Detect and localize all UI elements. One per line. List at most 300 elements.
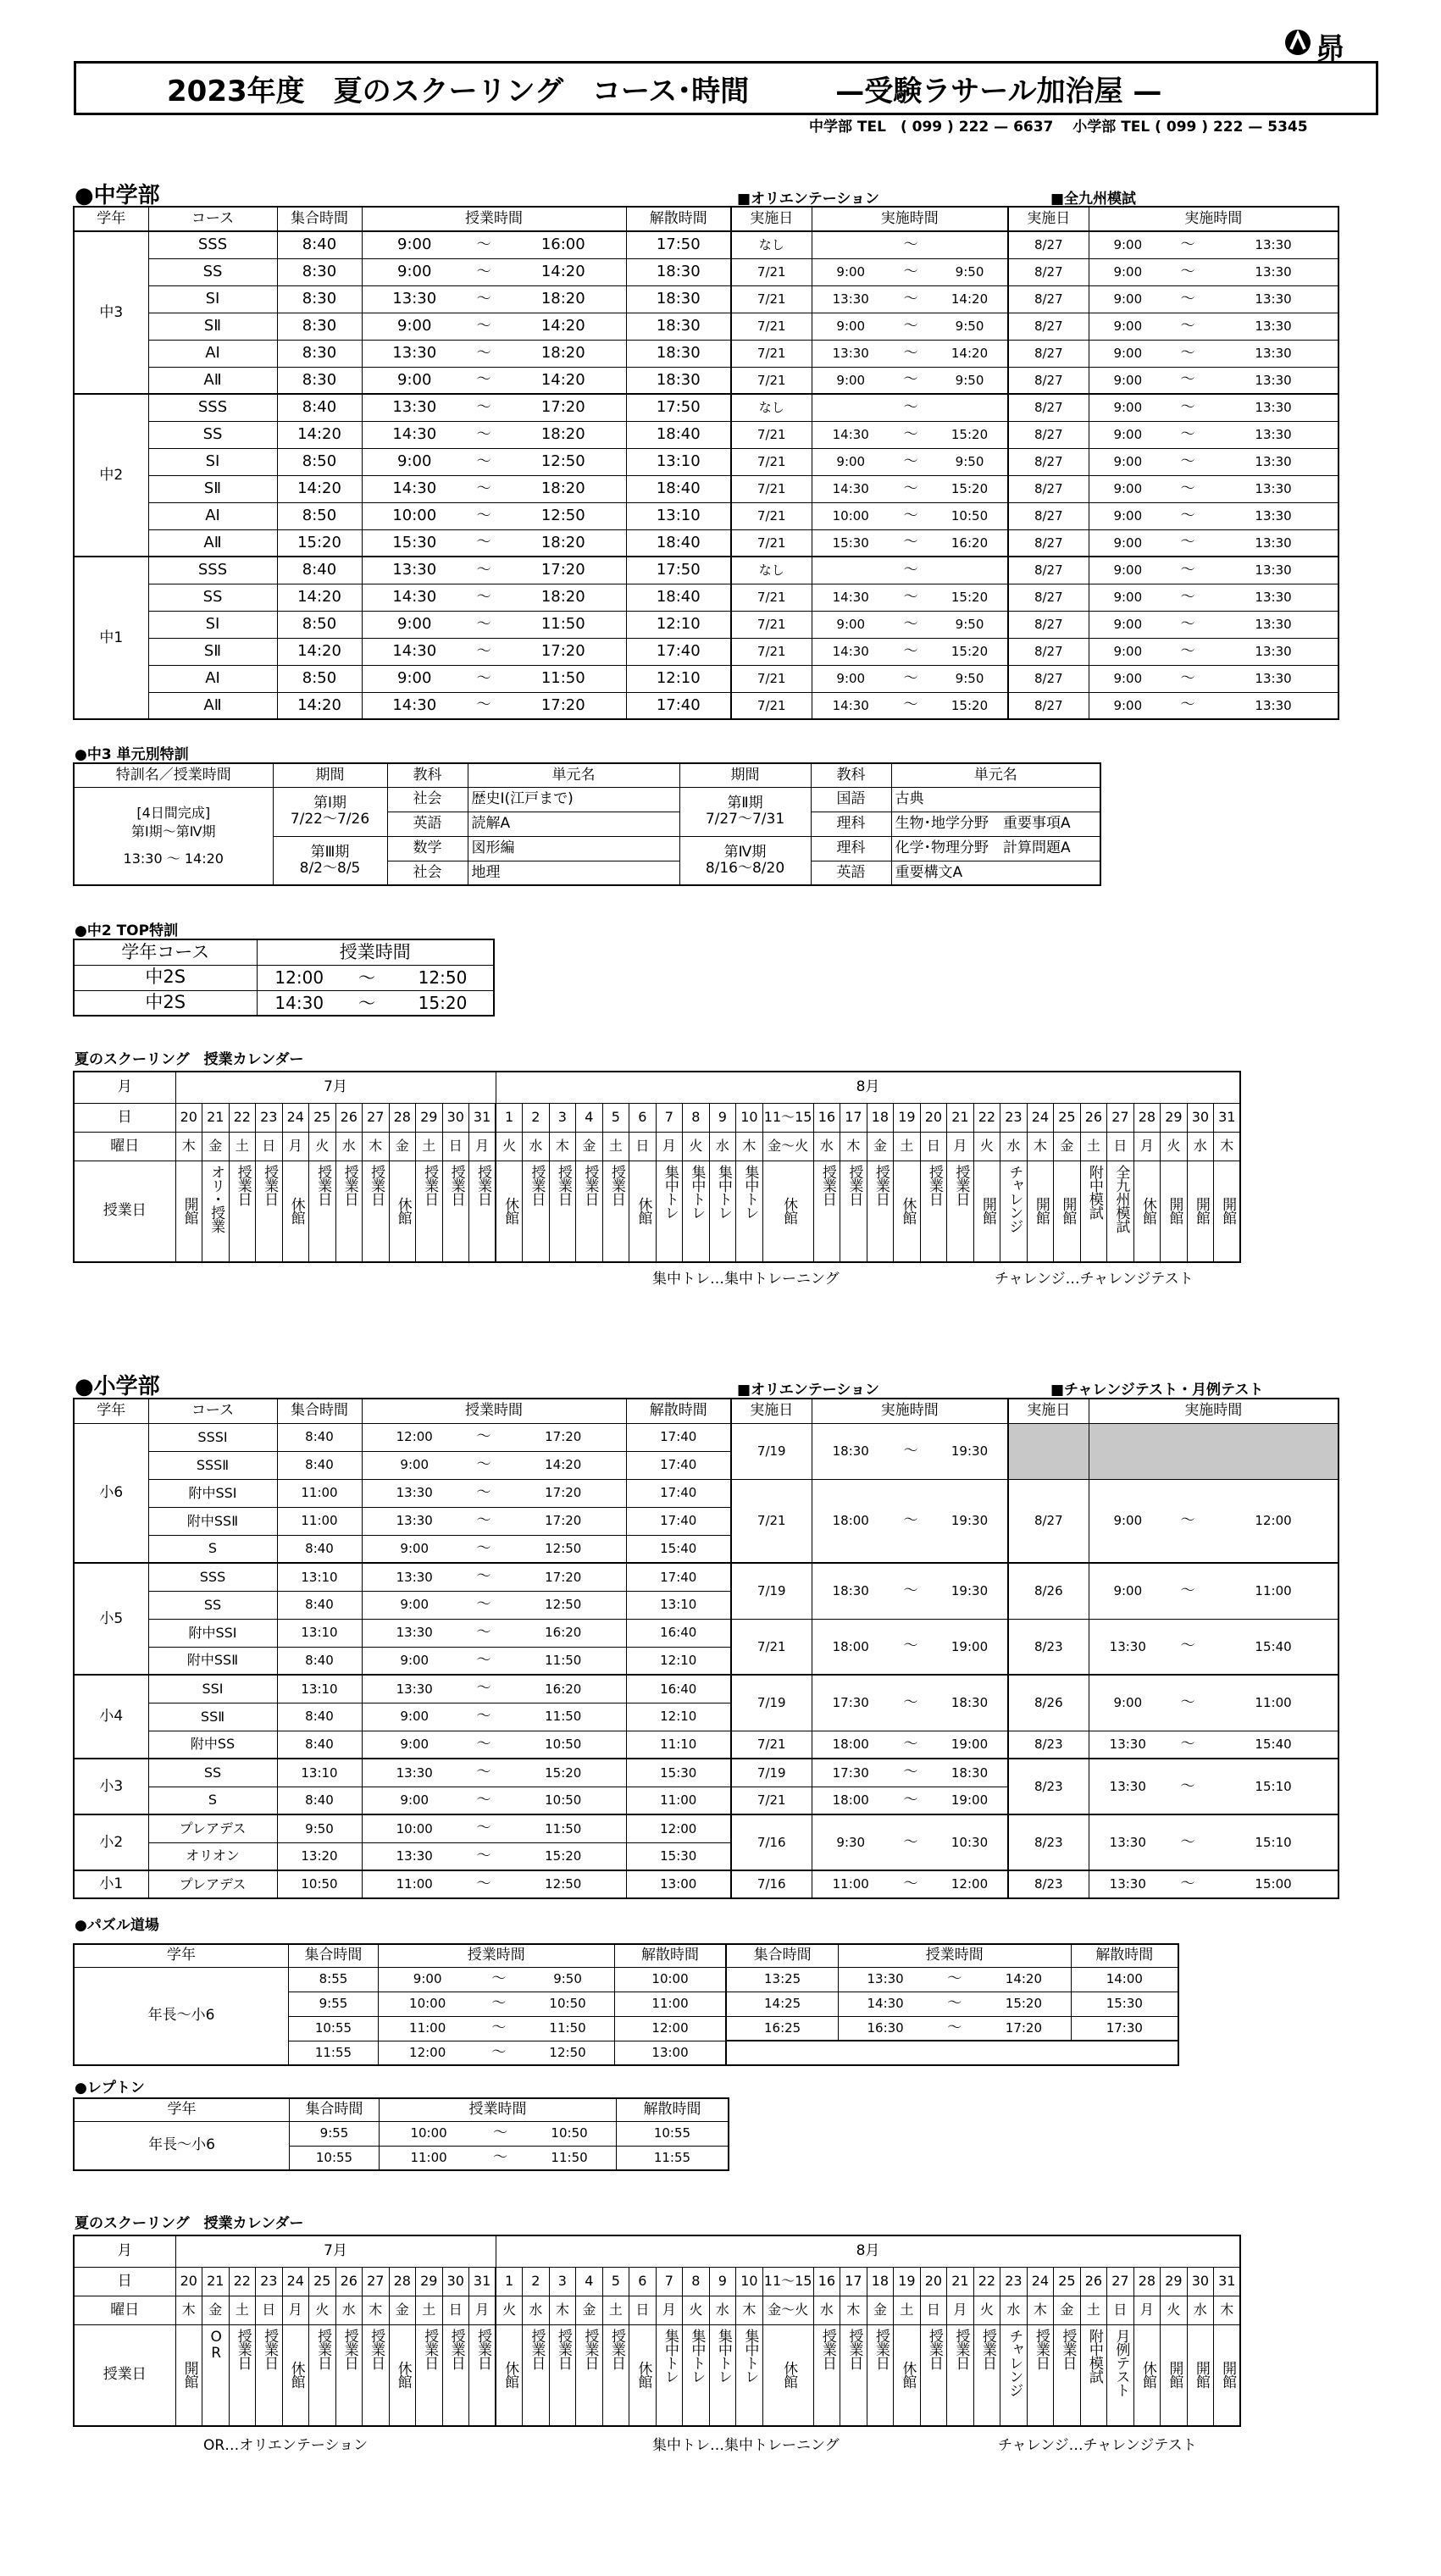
- calendar-weekday: 月: [282, 1132, 309, 1161]
- logo-text: 昴: [1316, 32, 1344, 66]
- unit-header-name: 特訓名／授業時間: [74, 763, 273, 787]
- course-name: SSS: [148, 1563, 277, 1591]
- gather-time: 14:20: [277, 692, 362, 719]
- tilde: ～: [1167, 313, 1209, 340]
- dismiss-time: 18:30: [626, 258, 731, 285]
- calendar-weekday: 日: [920, 1132, 947, 1161]
- tilde: ～: [890, 557, 932, 584]
- orientation-end: 9:50: [932, 448, 1008, 475]
- calendar-day: 22: [229, 2267, 256, 2296]
- orientation-start: [812, 394, 890, 421]
- class-end: 11:50: [501, 665, 626, 692]
- test-start: 13:30: [1089, 1759, 1167, 1814]
- calendar-day: 22: [973, 1103, 1000, 1132]
- calendar-day: 2: [523, 1103, 550, 1132]
- class-end: 14:20: [501, 258, 626, 285]
- calendar-status: [920, 1161, 947, 1262]
- grade-label: 小1: [74, 1870, 148, 1898]
- calendar-day: 11～15: [762, 2267, 813, 2296]
- calendar-status: [523, 2324, 550, 2426]
- course-name: 附中SSⅡ: [148, 1507, 277, 1535]
- tilde: ～: [467, 394, 501, 421]
- calendar-day: 31: [469, 2267, 496, 2296]
- calendar-weekday: 日: [629, 2296, 657, 2324]
- calendar-status-text: 授業日: [872, 1164, 890, 1205]
- legend-orientation-elem: ■オリエンテーション: [737, 1382, 880, 1399]
- calendar-weekday: 金: [576, 1132, 603, 1161]
- dismiss-time: 10:00: [614, 1967, 726, 1992]
- dismiss-time: 14:00: [1071, 1967, 1178, 1992]
- calendar-day: 10: [736, 2267, 763, 2296]
- top-header-time: 授業時間: [257, 939, 494, 965]
- unit-header-subject: 教科: [387, 763, 468, 787]
- calendar-weekday: 日: [256, 2296, 283, 2324]
- header-cell: 集合時間: [726, 1944, 838, 1967]
- calendar-status-text: 授業日: [978, 2328, 996, 2369]
- orientation-end: 15:20: [932, 692, 1008, 719]
- orientation-end: 9:50: [932, 665, 1008, 692]
- calendar-day: 20: [920, 2267, 947, 2296]
- tilde: ～: [890, 529, 932, 557]
- class-end: 14:20: [977, 1967, 1071, 1992]
- calendar-status-text: 授業日: [261, 2328, 279, 2369]
- calendar-weekday: 木: [175, 2296, 202, 2324]
- calendar-status-text: 授業日: [952, 1164, 970, 1205]
- tilde: ～: [890, 1563, 932, 1619]
- course-name: AⅡ: [148, 367, 277, 394]
- calendar-weekday: 月: [656, 1132, 683, 1161]
- orientation-end: 16:20: [932, 529, 1008, 557]
- orientation-start: 9:00: [812, 367, 890, 394]
- dismiss-time: 17:40: [626, 1451, 731, 1479]
- gather-time: 11:00: [277, 1479, 362, 1507]
- gather-time: 13:10: [277, 1675, 362, 1703]
- orientation-start: 13:30: [812, 340, 890, 367]
- course-name: SⅠ: [148, 285, 277, 313]
- unit-header-unit-2: 単元名: [891, 763, 1100, 787]
- calendar-weekday: 木: [1027, 1132, 1054, 1161]
- tilde: ～: [477, 2016, 522, 2041]
- calendar-status-text: 授業日: [872, 2328, 890, 2369]
- calendar-weekday: 土: [1080, 2296, 1107, 2324]
- calendar-status-text: 授業日: [421, 1164, 439, 1205]
- calendar-status-text: 開館: [180, 2361, 198, 2389]
- calendar-status: [202, 2324, 230, 2426]
- class-end: 15:20: [501, 1842, 626, 1870]
- class-start: 11:00: [380, 2146, 479, 2170]
- calendar-status-text: 授業日: [818, 2328, 836, 2369]
- tilde: ～: [467, 611, 501, 638]
- tilde: ～: [890, 584, 932, 611]
- calendar-day: 16: [813, 2267, 840, 2296]
- calendar-status: [1187, 1161, 1214, 1262]
- orientation-date: 7/16: [731, 1870, 812, 1898]
- orientation-start: 9:00: [812, 258, 890, 285]
- header-cell: 学年: [74, 1944, 289, 1967]
- calendar-day: 29: [416, 2267, 443, 2296]
- calendar-2-note-1: 集中トレ…集中トレーニング: [652, 2437, 840, 2454]
- course-name: SSS: [148, 394, 277, 421]
- class-start: 9:00: [362, 1647, 467, 1675]
- calendar-weekday: 水: [335, 2296, 363, 2324]
- calendar-weekday: 火: [683, 2296, 710, 2324]
- orientation-end: 14:20: [932, 340, 1008, 367]
- mock-date: 8/27: [1008, 611, 1089, 638]
- calendar-weekday: 月: [469, 2296, 496, 2324]
- calendar-weekday: 水: [1000, 2296, 1028, 2324]
- calendar-day: 5: [602, 2267, 629, 2296]
- mock-start: 9:00: [1089, 502, 1167, 529]
- gather-time: 8:50: [277, 611, 362, 638]
- calendar-weekday: 木: [736, 2296, 763, 2324]
- tilde: ～: [467, 529, 501, 557]
- tilde: ～: [1167, 665, 1209, 692]
- orientation-start: 17:30: [812, 1759, 890, 1787]
- calendar-status: [973, 2324, 1000, 2426]
- class-end: 11:50: [521, 2016, 614, 2041]
- calendar-weekday: 木: [1027, 2296, 1054, 2324]
- class-start: 14:30: [362, 421, 467, 448]
- calendar-day: 4: [576, 1103, 603, 1132]
- top-end: 15:20: [392, 990, 494, 1016]
- gather-time: 14:20: [277, 475, 362, 502]
- unit-period-2: [679, 787, 811, 836]
- mock-date: 8/27: [1008, 665, 1089, 692]
- tilde: ～: [467, 1647, 501, 1675]
- tilde: ～: [1167, 638, 1209, 665]
- calendar-status: [683, 2324, 710, 2426]
- calendar-2-note-0: OR…オリエンテーション: [203, 2437, 369, 2454]
- calendar-status: [576, 2324, 603, 2426]
- calendar-weekday: 金～火: [762, 1132, 813, 1161]
- elem-section-title: ●小学部: [75, 1374, 160, 1399]
- tilde: ～: [1167, 611, 1209, 638]
- gather-time: 8:50: [277, 502, 362, 529]
- period-name: 第Ⅱ期: [727, 795, 763, 812]
- calendar-day: 20: [920, 1103, 947, 1132]
- calendar-status: [602, 1161, 629, 1262]
- calendar-weekday: 土: [602, 2296, 629, 2324]
- calendar-status: [736, 2324, 763, 2426]
- tilde: ～: [467, 258, 501, 285]
- calendar-weekday: 金: [1054, 2296, 1081, 2324]
- test-end: 15:00: [1209, 1870, 1338, 1898]
- class-end: 9:50: [521, 1967, 614, 1992]
- calendar-status-text: 授業日: [554, 1164, 572, 1205]
- orientation-date: 7/21: [731, 1479, 812, 1563]
- mock-date: 8/27: [1008, 258, 1089, 285]
- class-start: 9:00: [362, 1731, 467, 1759]
- calendar-day: 8: [683, 1103, 710, 1132]
- calendar-status: [920, 2324, 947, 2426]
- tilde: ～: [1167, 1563, 1209, 1619]
- mock-date: 8/27: [1008, 231, 1089, 258]
- dismiss-time: 18:30: [626, 340, 731, 367]
- test-start: 9:00: [1089, 1675, 1167, 1731]
- calendar-day: 6: [629, 1103, 657, 1132]
- top-course: 中2S: [74, 965, 257, 990]
- calendar-status: [389, 1161, 416, 1262]
- tilde: ～: [1167, 1731, 1209, 1759]
- test-date: 8/26: [1008, 1675, 1089, 1731]
- orientation-start: 10:00: [812, 502, 890, 529]
- calendar-weekday: 水: [709, 1132, 736, 1161]
- calendar-status-text: OR: [208, 2328, 225, 2361]
- orientation-start: 14:30: [812, 692, 890, 719]
- mock-end: 13:30: [1209, 665, 1338, 692]
- unit-name: 図形編: [468, 836, 679, 861]
- calendar-day: 9: [709, 2267, 736, 2296]
- class-start: 15:30: [362, 529, 467, 557]
- calendar-day: 23: [1000, 1103, 1028, 1132]
- calendar-status: [282, 1161, 309, 1262]
- orientation-date: 7/21: [731, 665, 812, 692]
- calendar-status-text: 授業日: [925, 2328, 943, 2369]
- unit-header-subject-2: 教科: [811, 763, 891, 787]
- test-date: 8/23: [1008, 1759, 1089, 1814]
- tilde: ～: [467, 285, 501, 313]
- unit-subject: 国語: [811, 787, 891, 812]
- tilde: ～: [1167, 692, 1209, 719]
- class-end: 11:50: [501, 1647, 626, 1675]
- mock-date: 8/27: [1008, 285, 1089, 313]
- calendar-status-text: 休館: [394, 2361, 412, 2389]
- tilde: ～: [890, 665, 932, 692]
- dismiss-time: 15:30: [626, 1842, 731, 1870]
- calendar-status-text: 休館: [287, 2361, 305, 2389]
- calendar-status-text: 休館: [780, 1197, 798, 1225]
- calendar-status: [629, 1161, 657, 1262]
- gather-time: 8:50: [277, 665, 362, 692]
- orientation-date: なし: [731, 231, 812, 258]
- dismiss-time: 13:10: [626, 502, 731, 529]
- class-end: 17:20: [501, 1423, 626, 1451]
- calendar-status-text: 授業日: [818, 1164, 836, 1205]
- calendar-1-note-2: チャレンジ…チャレンジテスト: [995, 1271, 1194, 1288]
- class-start: 9:00: [362, 1703, 467, 1731]
- course-name: 附中SSⅡ: [148, 1647, 277, 1675]
- header-cell: 実施時間: [812, 207, 1008, 231]
- mock-date: 8/27: [1008, 475, 1089, 502]
- orientation-date: 7/21: [731, 692, 812, 719]
- calendar-day: 7: [656, 1103, 683, 1132]
- calendar-status: [1214, 2324, 1241, 2426]
- tilde: ～: [890, 340, 932, 367]
- mock-date: 8/27: [1008, 638, 1089, 665]
- header-cell: 集合時間: [277, 1399, 362, 1423]
- dismiss-time: 18:30: [626, 285, 731, 313]
- tilde: ～: [932, 1967, 977, 1992]
- class-start: 14:30: [838, 1992, 932, 2016]
- calendar-2-note-2: チャレンジ…チャレンジテスト: [998, 2437, 1197, 2454]
- unit-name: 読解A: [468, 812, 679, 836]
- orientation-date: 7/21: [731, 1787, 812, 1814]
- calendar-status: [442, 2324, 469, 2426]
- tilde: ～: [467, 1731, 501, 1759]
- orientation-start: 14:30: [812, 584, 890, 611]
- gather-time: 14:20: [277, 638, 362, 665]
- calendar-weekday: 日: [1107, 2296, 1134, 2324]
- unit-subject: 社会: [387, 787, 468, 812]
- calendar-weekday: 土: [416, 2296, 443, 2324]
- header-cell: コース: [148, 207, 277, 231]
- class-end: 18:20: [501, 475, 626, 502]
- dismiss-time: 15:30: [1071, 1992, 1178, 2016]
- class-start: 10:00: [362, 502, 467, 529]
- orientation-start: 9:00: [812, 448, 890, 475]
- calendar-day: 26: [335, 1103, 363, 1132]
- class-end: 14:20: [501, 313, 626, 340]
- tilde: ～: [890, 367, 932, 394]
- header-cell: 授業時間: [362, 1399, 626, 1423]
- calendar-day: 18: [867, 2267, 894, 2296]
- calendar-day: 24: [282, 2267, 309, 2296]
- orientation-start: [812, 557, 890, 584]
- class-end: 16:20: [501, 1619, 626, 1647]
- dismiss-time: 12:00: [626, 1814, 731, 1842]
- orientation-date: 7/19: [731, 1563, 812, 1619]
- mock-end: 13:30: [1209, 692, 1338, 719]
- mock-end: 13:30: [1209, 421, 1338, 448]
- calendar-day: 27: [363, 2267, 390, 2296]
- calendar-day: 27: [363, 1103, 390, 1132]
- tilde: ～: [477, 1967, 522, 1992]
- dismiss-time: 13:00: [614, 2041, 726, 2065]
- course-name: SS: [148, 1759, 277, 1787]
- tilde: ～: [467, 502, 501, 529]
- calendar-status: [813, 2324, 840, 2426]
- calendar-status-text: 休館: [287, 1197, 305, 1225]
- period-range: 7/22～7/26: [290, 811, 370, 828]
- calendar-day: 26: [1080, 1103, 1107, 1132]
- gather-time: 8:40: [277, 394, 362, 421]
- header-cell: 授業時間: [362, 207, 626, 231]
- calendar-day: 1: [496, 1103, 523, 1132]
- grade-label: 小5: [74, 1563, 148, 1675]
- orientation-start: 18:00: [812, 1619, 890, 1675]
- orientation-end: 9:50: [932, 258, 1008, 285]
- class-start: 13:30: [362, 1479, 467, 1507]
- calendar-status: [469, 1161, 496, 1262]
- calendar-status: [175, 2324, 202, 2426]
- class-start: 13:30: [362, 1563, 467, 1591]
- calendar-status: [1027, 2324, 1054, 2426]
- tilde: ～: [467, 557, 501, 584]
- mock-start: 9:00: [1089, 421, 1167, 448]
- calendar-status: [175, 1161, 202, 1262]
- header-cell: 学年: [74, 1399, 148, 1423]
- class-start: 9:00: [378, 1967, 476, 1992]
- gather-time: 9:50: [277, 1814, 362, 1842]
- test-date: 8/23: [1008, 1814, 1089, 1870]
- class-start: 13:30: [362, 1675, 467, 1703]
- dismiss-time: 12:10: [626, 665, 731, 692]
- mock-date: 8/27: [1008, 367, 1089, 394]
- calendar-status-text: 授業日: [341, 1164, 358, 1205]
- calendar-status: [496, 2324, 523, 2426]
- calendar-day: 22: [973, 2267, 1000, 2296]
- mock-start: 9:00: [1089, 665, 1167, 692]
- class-end: 12:50: [521, 2041, 614, 2065]
- gather-time: 10:55: [289, 2146, 379, 2170]
- grade-label: 小3: [74, 1759, 148, 1814]
- calendar-weekday: 月: [947, 2296, 974, 2324]
- tilde: ～: [1167, 367, 1209, 394]
- mock-end: 13:30: [1209, 313, 1338, 340]
- calendar-1-note-1: 集中トレ…集中トレーニング: [652, 1271, 840, 1288]
- class-start: 9:00: [362, 1451, 467, 1479]
- calendar-day: 23: [1000, 2267, 1028, 2296]
- calendar-day: 4: [576, 2267, 603, 2296]
- tilde: ～: [467, 1451, 501, 1479]
- calendar-weekday: 土: [229, 1132, 256, 1161]
- header-cell: 実施日: [1008, 207, 1089, 231]
- class-end: 12:50: [501, 1870, 626, 1898]
- class-end: 10:50: [523, 2121, 616, 2146]
- orientation-end: 15:20: [932, 638, 1008, 665]
- test-date: 8/27: [1008, 1479, 1089, 1563]
- calendar-day: 25: [1054, 1103, 1081, 1132]
- class-start: 9:00: [362, 313, 467, 340]
- calendar-status-text: 授業日: [447, 2328, 465, 2369]
- header-cell: 解散時間: [626, 1399, 731, 1423]
- class-end: 16:20: [501, 1675, 626, 1703]
- tilde: ～: [467, 313, 501, 340]
- mock-start: 9:00: [1089, 475, 1167, 502]
- gather-time: 8:40: [277, 1591, 362, 1619]
- calendar-status: [469, 2324, 496, 2426]
- gather-time: 8:40: [277, 1703, 362, 1731]
- dismiss-time: 11:55: [616, 2146, 729, 2170]
- class-end: 17:20: [501, 638, 626, 665]
- course-name: SSSⅠ: [148, 1423, 277, 1451]
- calendar-day: 25: [309, 1103, 336, 1132]
- unit-period-1: [273, 787, 387, 836]
- orientation-end: 10:50: [932, 502, 1008, 529]
- orientation-end: 15:20: [932, 421, 1008, 448]
- tilde: ～: [467, 340, 501, 367]
- gather-time: 13:25: [726, 1967, 838, 1992]
- calendar-day: 20: [175, 1103, 202, 1132]
- course-name: 附中SS: [148, 1731, 277, 1759]
- calendar-day: 26: [1080, 2267, 1107, 2296]
- label-class: 授業日: [74, 1161, 175, 1262]
- period-name: 第Ⅳ期: [723, 844, 767, 861]
- calendar-status-text: 開館: [1166, 1197, 1183, 1225]
- orientation-end: 14:20: [932, 285, 1008, 313]
- tel-line: 中学部 TEL ( 099 ) 222 — 6637 小学部 TEL ( 099 ) 222 — 5345: [809, 119, 1308, 136]
- orientation-end: 9:50: [932, 611, 1008, 638]
- class-start: 9:00: [362, 367, 467, 394]
- tilde: ～: [890, 611, 932, 638]
- tilde: ～: [890, 1423, 932, 1479]
- mock-end: 13:30: [1209, 529, 1338, 557]
- test-date: 8/26: [1008, 1563, 1089, 1619]
- tilde: ～: [467, 475, 501, 502]
- calendar-weekday: 水: [523, 1132, 550, 1161]
- calendar-status-text: 集中トレ: [688, 1164, 706, 1219]
- tilde: ～: [467, 1787, 501, 1814]
- mock-date: 8/27: [1008, 557, 1089, 584]
- gather-time: 8:40: [277, 231, 362, 258]
- page-title-box: [74, 61, 1378, 115]
- calendar-status: [442, 1161, 469, 1262]
- class-end: 10:50: [521, 1992, 614, 2016]
- calendar-day: 21: [947, 1103, 974, 1132]
- orientation-end: 19:00: [932, 1619, 1008, 1675]
- tilde: ～: [890, 1814, 932, 1870]
- calendar-status: [282, 2324, 309, 2426]
